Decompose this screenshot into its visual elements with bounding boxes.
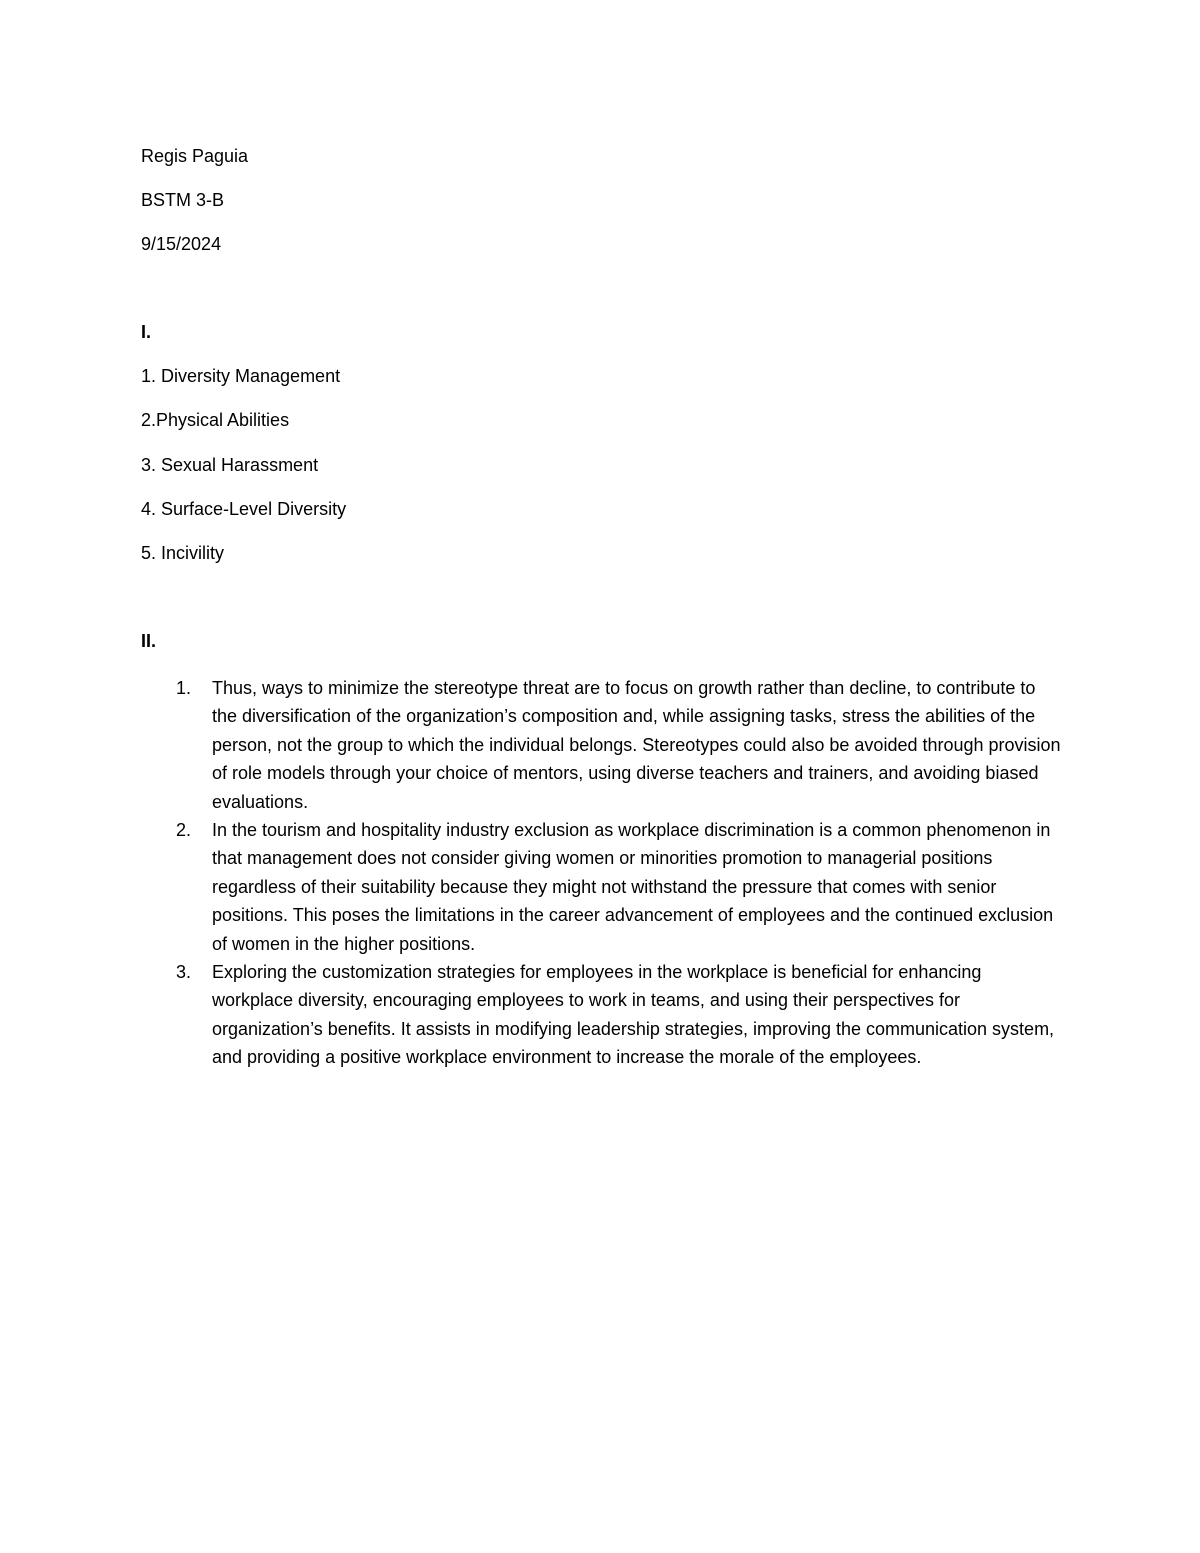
list-item	[141, 816, 1061, 958]
list-item-number: 1.	[176, 678, 192, 698]
part-two-list	[141, 674, 1061, 1072]
list-item-text: Thus, ways to minimize the stereotype threat are to focus on growth rather than decline, to contribute to the diversification of the organization’s composition and, while assigning tasks, stress the abilities of the person, not the group to which the individual belongs. Stereotypes could also be avoided through provision of role models through your choice of mentors, using diverse teachers and trainers, and avoiding biased evaluations.	[212, 678, 1061, 812]
list-item-text: Exploring the customization strategies for employees in the workplace is beneficial for enhancing workplace diversity, encouraging employees to work in teams, and using their perspectives for organization’s benefits. It assists in modifying leadership strategies, improving the communication system, and providing a positive workplace environment to increase the morale of the employees.	[212, 962, 1055, 1068]
list-item-number: 3.	[176, 962, 192, 983]
submission-date: 9/15/2024	[141, 234, 222, 254]
list-item	[141, 958, 1061, 1072]
part-two-heading: II.	[141, 631, 157, 651]
class-section: BSTM 3-B	[141, 190, 225, 210]
list-item-number: 2.	[176, 820, 192, 841]
part-one-item: 5. Incivility	[141, 543, 225, 563]
part-one-heading: I.	[141, 322, 152, 342]
list-item-text: In the tourism and hospitality industry exclusion as workplace discrimination is a common phenomenon in that management does not consider giving women or minorities promotion to managerial positions regardless of their suitability because they might not withstand the pressure that comes with senior positions. This poses the limitations in the career advancement of employees and the continued exclusion of women in the higher positions.	[212, 820, 1054, 954]
list-item	[141, 674, 1061, 816]
student-name: Regis Paguia	[141, 146, 249, 166]
part-one-item: 1. Diversity Management	[141, 366, 341, 386]
part-one-item: 4. Surface-Level Diversity	[141, 499, 347, 519]
part-one-item: 2.Physical Abilities	[141, 410, 290, 430]
part-one-item: 3. Sexual Harassment	[141, 455, 319, 475]
